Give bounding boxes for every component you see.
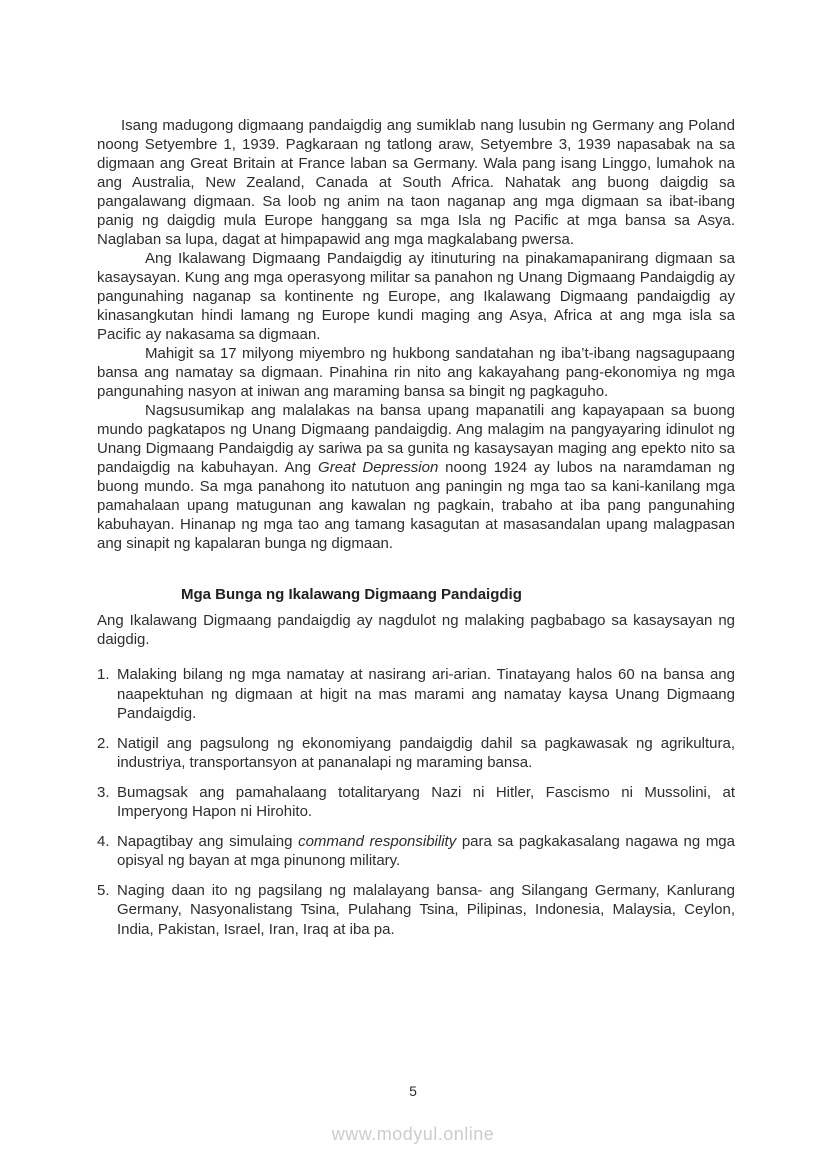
- watermark-url: www.modyul.online: [331, 1124, 495, 1144]
- body-text: [97, 116, 735, 949]
- list-item-3-number: 3.: [97, 783, 110, 801]
- list-item-1-text: Malaking bilang ng mga namatay at nasirang ari-arian. Tinatayang halos 60 na bansa ang naapektuhan ng digmaan at higit na mas marami ang namatay kaysa Unang Digmaang Pandaigdig.: [117, 666, 735, 722]
- paragraph-most-destructive-war: Ang Ikalawang Digmaang Pandaigdig ay itinuturing na pinakamapanirang digmaan sa kasaysayan. Kung ang mga operasyong militar sa panahon ng Unang Digmaang Pandaigdig ay pangunahing naganap sa kontinente ng Europe, ang Ikalawang Digmaang pandaigdig ay kinasangkutan hindi lamang ng Europe kundi maging ang Asya, Africa at ang mga isla sa Pacific ay nakasama sa digmaan.: [97, 250, 735, 343]
- page-number: 5: [409, 1083, 417, 1099]
- list-item-5-number: 5.: [97, 881, 110, 899]
- list-item-3-text: Bumagsak ang pamahalaang totalitaryang Nazi ni Hitler, Fascismo ni Mussolini, at Imperyong Hapon ni Hirohito.: [117, 783, 735, 820]
- list-item-1: [97, 665, 735, 724]
- numbered-list: [97, 665, 735, 939]
- list-item-1-number: 1.: [97, 666, 110, 683]
- list-item-2-number: 2.: [97, 734, 110, 752]
- paragraph-ww2-outbreak: Isang madugong digmaang pandaigdig ang sumiklab nang lusubin ng Germany ang Poland noong Setyembre 1, 1939. Pagkaraan ng tatlong araw, Setyembre 3, 1939 napasabak na sa digmaan ang Great Britain at France laban sa Germany. Wala pang isang Linggo, lumahok na ang Australia, New Zealand, Canada at South Africa. Nahatak ang buong daigdig sa pangalawang digmaan. Sa loob ng anim na taon naganap ang mga digmaan sa ibat-ibang panig ng daigdig mula Europe hanggang sa mga Isla ng Pacific at mga bansa sa Asya. Naglaban sa lupa, dagat at himpapawid ang mga magkalabang pwersa.: [97, 117, 735, 248]
- list-item-4-number: 4.: [97, 832, 110, 850]
- list-item-3: [97, 783, 735, 822]
- section-heading: Mga Bunga ng Ikalawang Digmaang Pandaigdig: [181, 586, 522, 603]
- intro-paragraph: Ang Ikalawang Digmaang pandaigdig ay nagdulot ng malaking pagbabago sa kasaysayan ng daigdig.: [97, 612, 735, 648]
- list-item-5: [97, 881, 735, 940]
- paragraph-casualties: Mahigit sa 17 milyong miyembro ng hukbong sandatahan ng iba’t-ibang nagsagupaang bansa ang namatay sa digmaan. Pinahina rin nito ang kakayahang pang-ekonomiya ng mga pangunahing nasyon at iniwan ang maraming bansa sa bingit ng pagkaguho.: [97, 345, 735, 400]
- list-item-4: [97, 832, 735, 871]
- list-item-4-text: Napagtibay ang simulaing command responsibility para sa pagkakasalang nagawa ng mga opisyal ng bayan at mga pinunong military.: [117, 832, 735, 869]
- paragraph-great-depression: Nagsusumikap ang malalakas na bansa upang mapanatili ang kapayapaan sa buong mundo pagkatapos ng Unang Digmaang pandaigdig. Ang malagim na pangyayaring idinulot ng Unang Digmaang Pandaigdig ay sariwa pa sa gunita ng kasaysayan maging ang epekto nito sa pandaigdig na kabuhayan. Ang Great Depression noong 1924 ay lubos na naramdaman ng buong mundo. Sa mga panahong ito natutuon ang paningin ng mga tao sa kani-kanilang mga pamahalaan upang matugunan ang kawalan ng pagkain, trabaho at iba pang pangunahing kabuhayan. Hinanap ng mga tao ang tamang kasagutan at masasandalan upang malagpasan ang sinapit ng kapalaran bunga ng digmaan.: [97, 402, 735, 552]
- list-item-5-text: Naging daan ito ng pagsilang ng malalayang bansa- ang Silangang Germany, Kanlurang Germany, Nasyonalistang Tsina, Pulahang Tsina, Pilipinas, Indonesia, Malaysia, Ceylon, India, Pakistan, Israel, Iran, Iraq at iba pa.: [117, 881, 735, 938]
- list-item-2: [97, 734, 735, 773]
- list-item-2-text: Natigil ang pagsulong ng ekonomiyang pandaigdig dahil sa pagkawasak ng agrikultura, industriya, transportansyon at pananalapi ng maraming bansa.: [117, 734, 735, 771]
